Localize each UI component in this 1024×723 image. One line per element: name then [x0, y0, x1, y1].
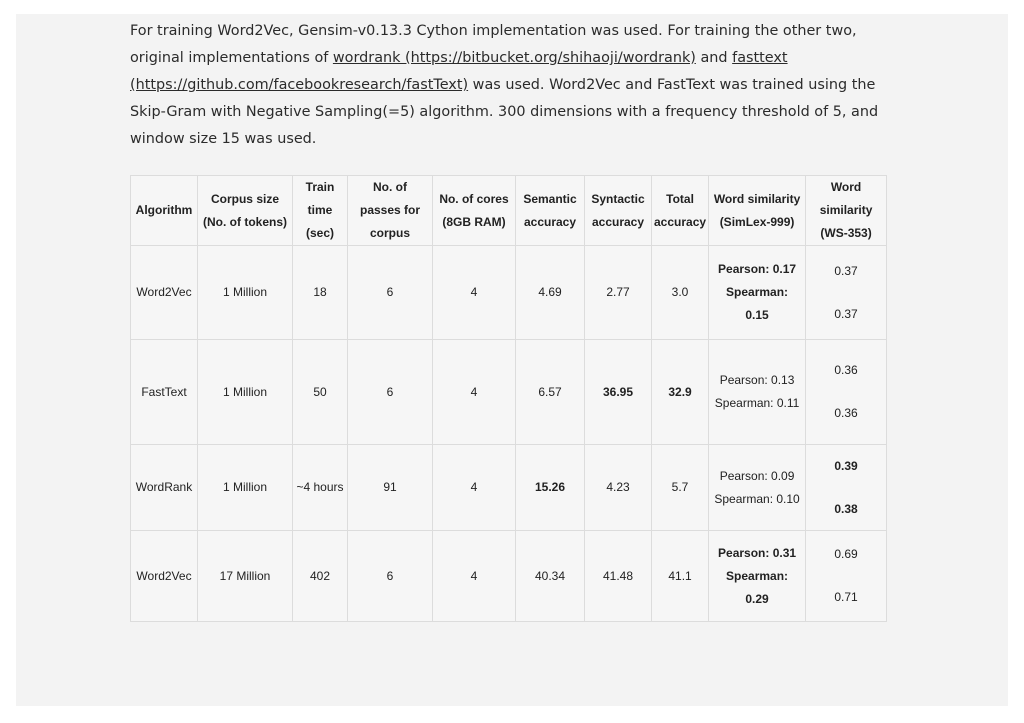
cell-time: ~4 hours — [293, 445, 348, 531]
cell-corpus: 17 Million — [198, 531, 293, 622]
cell-time: 50 — [293, 340, 348, 445]
cell-passes: 6 — [348, 340, 433, 445]
cell-cores: 4 — [433, 445, 516, 531]
cell-cores: 4 — [433, 340, 516, 445]
cell-total: 3.0 — [652, 246, 709, 340]
cell-syntactic: 2.77 — [585, 246, 652, 340]
cell-cores: 4 — [433, 246, 516, 340]
header-semantic: Semantic accuracy — [516, 176, 585, 246]
cell-algorithm: WordRank — [131, 445, 198, 531]
header-cores: No. of cores (8GB RAM) — [433, 176, 516, 246]
paragraph-text-1: For training Word2Vec, Gensim-v0.13.3 Cython implementation was used. For training the other two, original implementations of — [130, 23, 857, 66]
cell-corpus: 1 Million — [198, 246, 293, 340]
paragraph-text-3: was used. Word2Vec and FastText was trained using the Skip-Gram with Negative Sampling(=5) algorithm. 300 dimensions with a frequency threshold of 5, and window size 15 was used. — [130, 77, 879, 147]
cell-corpus: 1 Million — [198, 340, 293, 445]
header-ws353: Word similarity (WS-353) — [806, 176, 887, 246]
cell-simlex: Pearson: 0.31 Spearman: 0.29 — [709, 531, 806, 622]
cell-total: 5.7 — [652, 445, 709, 531]
cell-passes: 6 — [348, 246, 433, 340]
header-train-time: Train time (sec) — [293, 176, 348, 246]
cell-syntactic: 4.23 — [585, 445, 652, 531]
notebook-page — [16, 14, 1008, 706]
table-row — [131, 340, 887, 445]
cell-corpus: 1 Million — [198, 445, 293, 531]
header-total: Total accuracy — [652, 176, 709, 246]
cell-ws353: 0.37 0.37 — [806, 246, 887, 340]
cell-passes: 91 — [348, 445, 433, 531]
fasttext-link[interactable]: fasttext (https://github.com/facebookresearch/fastText) — [130, 50, 788, 93]
table-row — [131, 531, 887, 622]
cell-syntactic: 41.48 — [585, 531, 652, 622]
cell-algorithm: Word2Vec — [131, 531, 198, 622]
paragraph-text-2: and — [695, 50, 733, 66]
cell-syntactic: 36.95 — [585, 340, 652, 445]
cell-semantic: 15.26 — [516, 445, 585, 531]
header-passes: No. of passes for corpus — [348, 176, 433, 246]
wordrank-link[interactable]: wordrank (https://bitbucket.org/shihaoji/wordrank) — [332, 50, 696, 66]
cell-total: 32.9 — [652, 340, 709, 445]
table-row — [131, 445, 887, 531]
description-paragraph — [130, 18, 900, 153]
header-simlex: Word similarity (SimLex-999) — [709, 176, 806, 246]
cell-cores: 4 — [433, 531, 516, 622]
cell-simlex: Pearson: 0.09 Spearman: 0.10 — [709, 445, 806, 531]
header-corpus-size: Corpus size (No. of tokens) — [198, 176, 293, 246]
cell-semantic: 4.69 — [516, 246, 585, 340]
cell-time: 402 — [293, 531, 348, 622]
cell-semantic: 6.57 — [516, 340, 585, 445]
cell-ws353: 0.39 0.38 — [806, 445, 887, 531]
cell-simlex: Pearson: 0.13 Spearman: 0.11 — [709, 340, 806, 445]
header-row — [131, 176, 887, 246]
cell-time: 18 — [293, 246, 348, 340]
cell-simlex: Pearson: 0.17 Spearman: 0.15 — [709, 246, 806, 340]
cell-semantic: 40.34 — [516, 531, 585, 622]
cell-algorithm: FastText — [131, 340, 198, 445]
cell-passes: 6 — [348, 531, 433, 622]
cell-ws353: 0.36 0.36 — [806, 340, 887, 445]
header-algorithm: Algorithm — [131, 176, 198, 246]
header-syntactic: Syntactic accuracy — [585, 176, 652, 246]
results-table — [130, 175, 887, 622]
cell-total: 41.1 — [652, 531, 709, 622]
table-row — [131, 246, 887, 340]
cell-ws353: 0.69 0.71 — [806, 531, 887, 622]
cell-algorithm: Word2Vec — [131, 246, 198, 340]
